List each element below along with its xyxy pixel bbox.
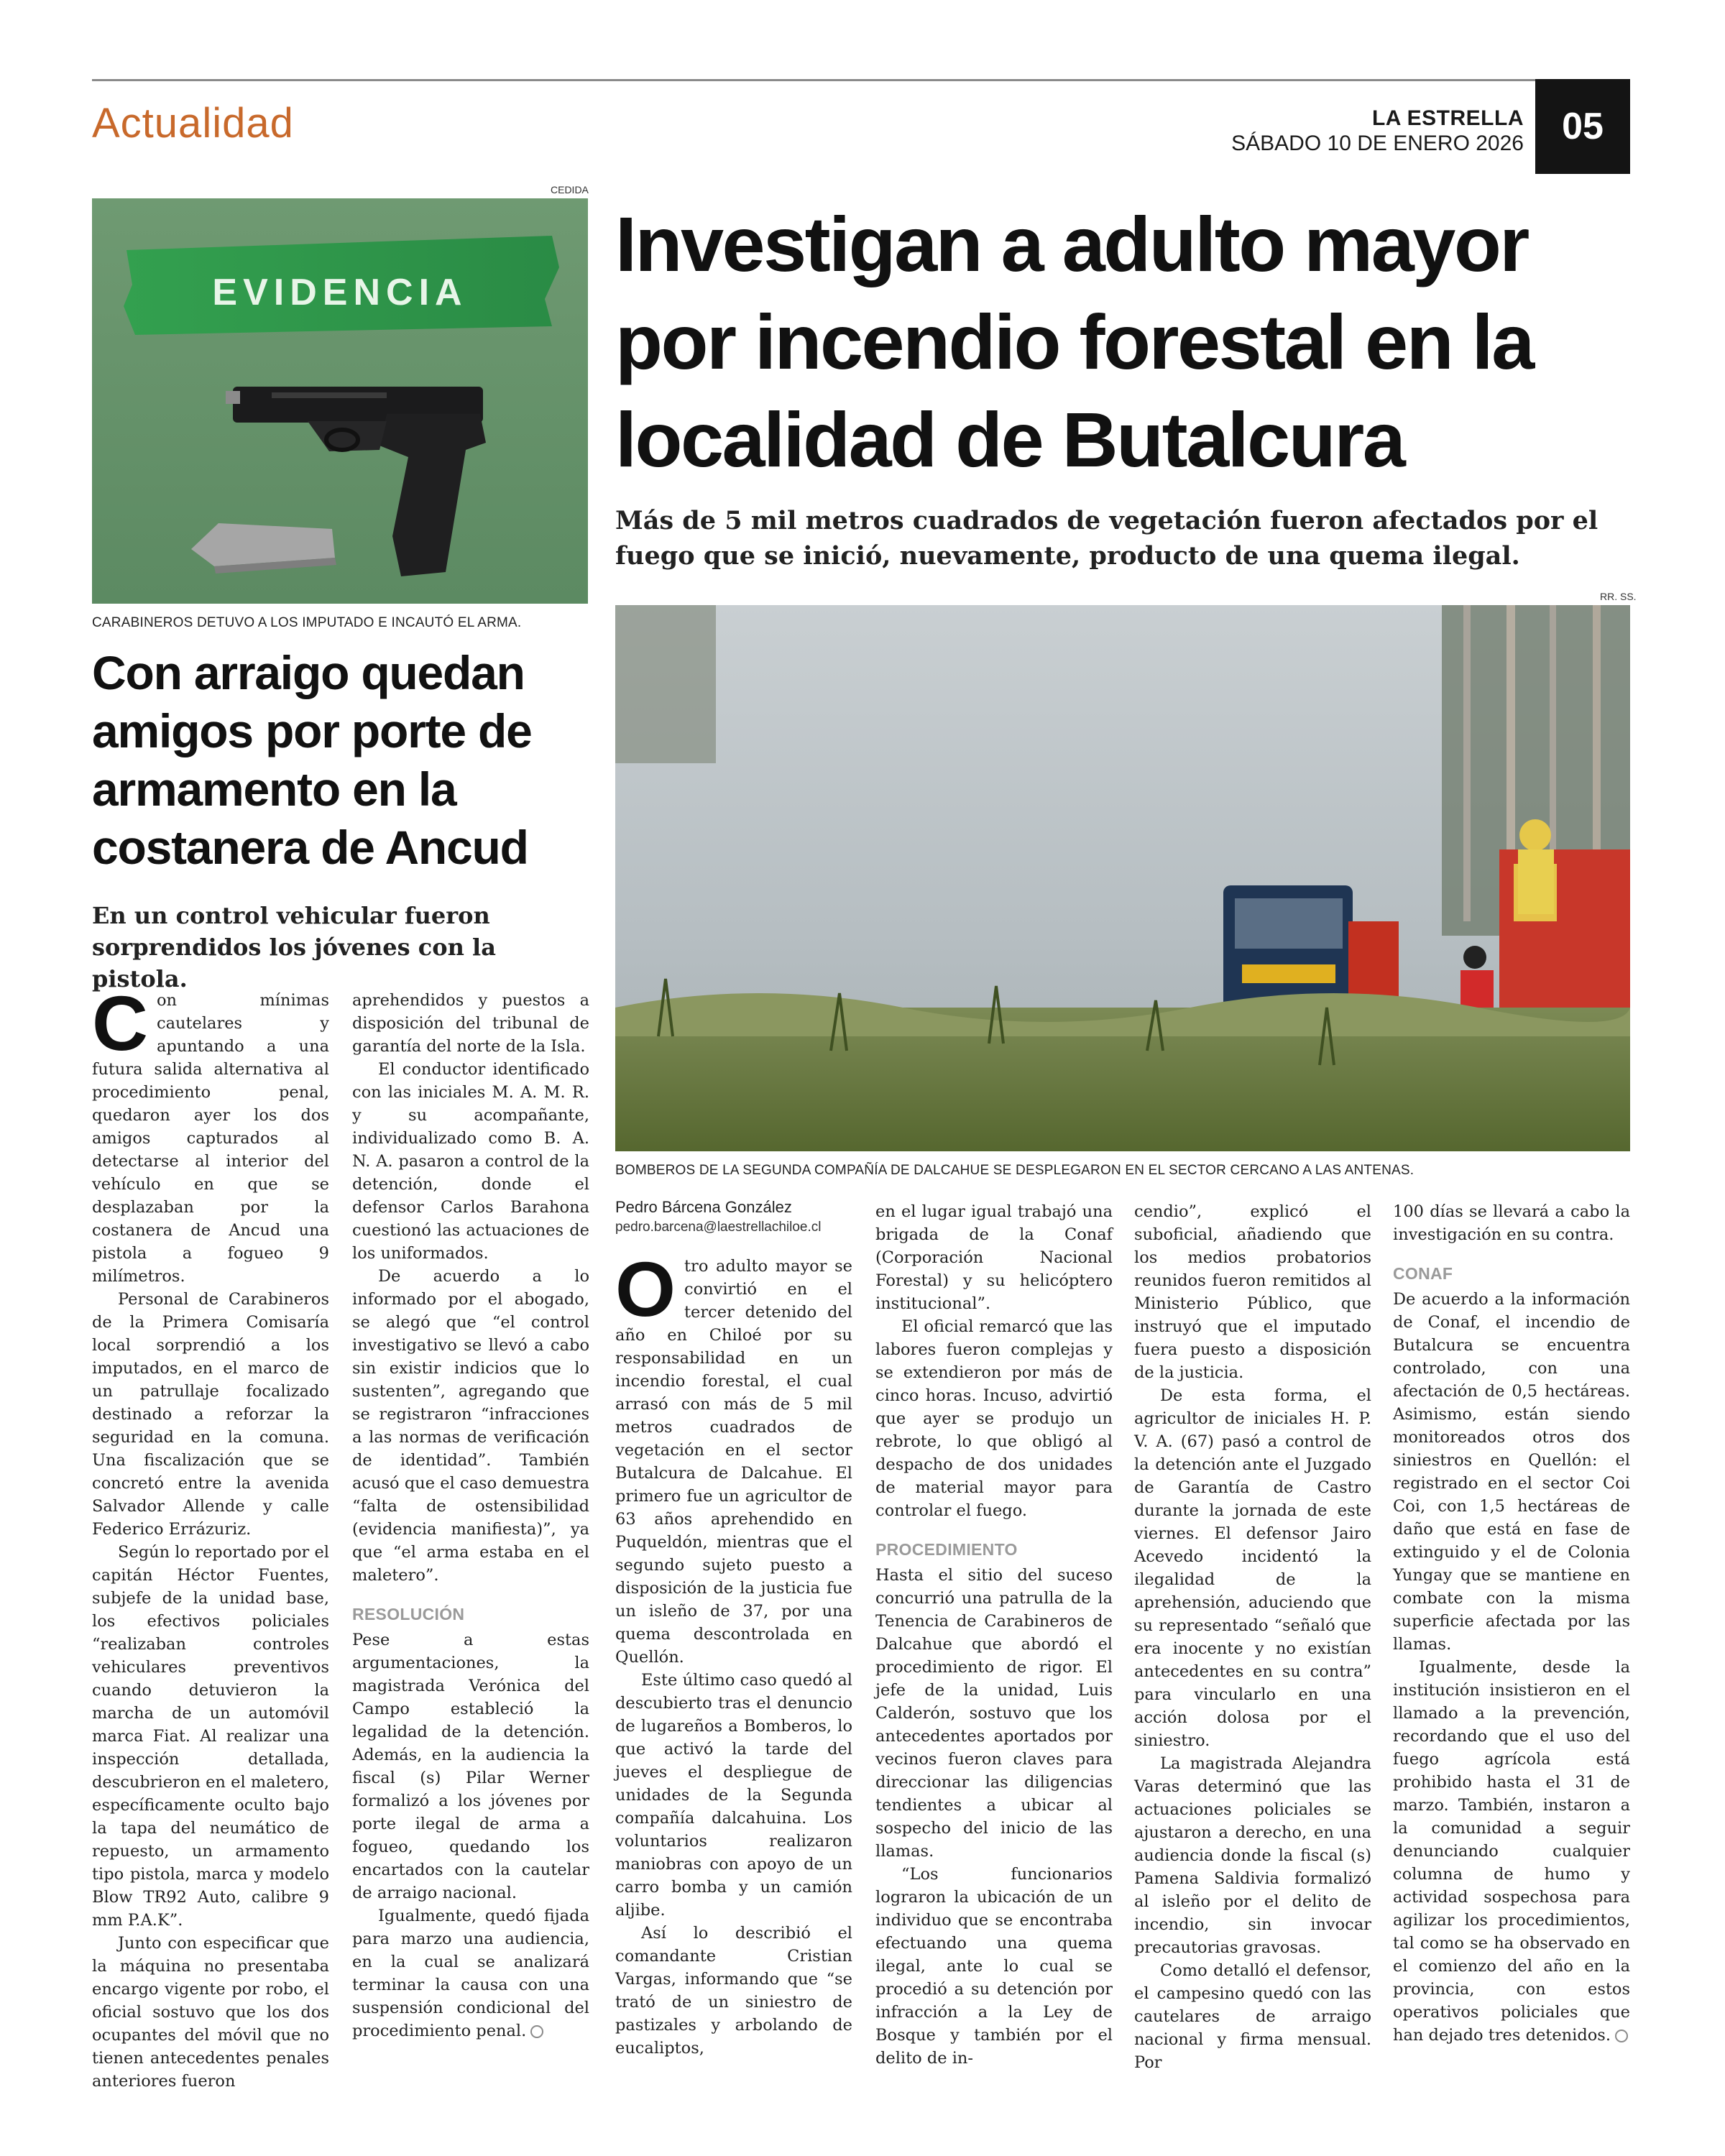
- side-column-2: [352, 989, 589, 2042]
- main-paragraph: Este último caso quedó al descubierto tras el denuncio de lugareños a Bomberos, lo que activó la tarde del jueves el despliegue de unidades de la Segunda compañía dalcahuina. Los voluntarios realizaron maniobras con apoyo de un carro bomba y un camión aljibe.: [615, 1671, 852, 1920]
- byline: [615, 1197, 852, 1238]
- side-paragraph: aprehendidos y puestos a disposición del tribunal de garantía del norte de la Isla.: [352, 991, 589, 1056]
- side-paragraph: Según lo reportado por el capitán Héctor Fuentes, subjefe de la unidad base, los efectivos policiales “realizaban controles vehiculares preventivos cuando detuvieron la marcha de un automóvil marca Fiat. Al realizar una inspección detallada, descubrieron en el maletero, específicamente oculto bajo la tapa del neumático de repuesto, un armamento tipo pistola, marca y modelo Blow TR92 Auto, calibre 9 mm P.A.K”.: [92, 1543, 329, 1930]
- byline-email[interactable]: pedro.barcena@laestrellachiloe.cl: [615, 1220, 822, 1235]
- main-paragraph: De esta forma, el agricultor de iniciales H. P. V. A. (67) pasó a control de la detención ante el Juzgado de Garantía de Castro durante la jornada de este viernes. El defensor Jairo Acevedo incidentó la ilegalidad de la aprehensión, aduciendo que su representado “señaló que era inocente y no existían antecedentes en su contra” para vincularlo en una acción dolosa por el siniestro.: [1134, 1386, 1371, 1750]
- main-paragraph: El oficial remarcó que las labores fueron complejas y se extendieron por más de cinco horas. Incuso, advirtió que ayer se produjo un rebrote, lo que obligó al despacho de dos unidades de material mayor para controlar el fuego.: [875, 1317, 1113, 1520]
- issue-date: SÁBADO 10 DE ENERO 2026: [1231, 132, 1524, 155]
- side-headline: Con arraigo quedan amigos por porte de armamento en la costanera de Ancud: [92, 646, 532, 874]
- byline-author: Pedro Bárcena González: [615, 1198, 792, 1216]
- main-paragraph: “Los funcionarios lograron la ubicación de un individuo que se encontraba efectuando una quema ilegal, ante lo cual se procedió a su detención por infracción a la Ley de Bosque y también por el delito de in-: [875, 1865, 1113, 2068]
- main-column-2: [875, 1200, 1113, 2070]
- side-dropcap: C: [92, 980, 148, 1067]
- side-deck: En un control vehicular fueron sorprendidos los jóvenes con la pistola.: [92, 902, 496, 992]
- main-paragraph: Como detalló el defensor, el campesino quedó con las cautelares de arraigo nacional y firma mensual. Por: [1134, 1961, 1371, 2072]
- section-title: Actualidad: [92, 100, 294, 147]
- masthead: [1231, 106, 1524, 157]
- newspaper-name: LA ESTRELLA: [1371, 106, 1524, 130]
- main-paragraph: cendio”, explicó el suboficial, añadiendo que los medios probatorios reunidos fueron remitidos al Ministerio Público, que instruyó que el imputado fuera puesto a disposición de la justicia.: [1134, 1202, 1371, 1382]
- main-paragraph: Hasta el sitio del suceso concurrió una patrulla de la Tenencia de Carabineros de Dalcahue que abordó el procedimiento de rigor. El jefe de la unidad, Luis Calderón, sostuvo que los antecedentes aportados por vecinos fueron claves para direccionar las diligencias tendientes a ubicar al sospecho del inicio de las llamas.: [875, 1566, 1113, 1861]
- evidence-sign-text: EVIDENCIA: [212, 272, 468, 313]
- main-paragraph: Igualmente, desde la institución insistieron en el llamado a la prevención, recordando que el uso del fuego agrícola está prohibido hasta el 31 de marzo. También, instaron a la comunidad a seguir denunciando cualquier columna de humo y actividad sospechosa para agilizar los procedimientos, tal como se ha observado en el comienzo del año en la provincia, con estos operativos policiales que han dejado tres detenidos.: [1393, 1658, 1630, 2045]
- side-paragraph: De acuerdo a lo informado por el abogado, se alegó que “el control investigativo se llevó a cabo sin existir indicios que lo sustenten”, agregando que se registraron “infracciones a las normas de verificación de identidad”. También acusó que el caso demuestra “falta de ostensibilidad (evidencia manifiesta)”, ya que “el arma estaba en el maletero”.: [352, 1267, 589, 1585]
- side-paragraph: Junto con especificar que la máquina no presentaba encargo vigente por robo, el oficial sostuvo que los dos ocupantes del móvil que no tienen antecedentes penales anteriores fueron: [92, 1934, 329, 2091]
- main-paragraph: Otro adulto mayor se convirtió en el tercer detenido del año en Chiloé por su responsabilidad en un incendio forestal, el cual arrasó con más de 5 mil metros cuadrados de vegetación en el sector Butalcura de Dalcahue. El primero fue un agricultor de 63 años aprehendido en Puqueldón, mientras que el segundo sujeto puesto a disposición de la justicia fue un isleño de 37, por una quema descontrolada en Quellón.: [615, 1245, 852, 1667]
- side-subhead-resolucion: RESOLUCIÓN: [352, 1605, 465, 1623]
- main-subhead-conaf: CONAF: [1393, 1264, 1453, 1283]
- end-of-story-icon: [1615, 2030, 1628, 2042]
- gun-photo-credit: CEDIDA: [551, 184, 589, 195]
- header-rule: [92, 79, 1630, 81]
- side-paragraph: Igualmente, quedó fijada para marzo una audiencia, en la cual se analizará terminar la causa con una suspensión condicional del procedimiento penal.: [352, 1907, 589, 2040]
- fire-photo-caption: BOMBEROS DE LA SEGUNDA COMPAÑÍA DE DALCAHUE SE DESPLEGARON EN EL SECTOR CERCANO A LAS ANTENAS.: [615, 1163, 1414, 1178]
- main-paragraph: 100 días se llevará a cabo la investigación en su contra.: [1393, 1202, 1630, 1244]
- main-paragraph: en el lugar igual trabajó una brigada de la Conaf (Corporación Nacional Forestal) y su helicóptero institucional”.: [875, 1202, 1113, 1313]
- main-headline: Investigan a adulto mayor por incendio forestal en la localidad de Butalcura: [615, 201, 1533, 483]
- main-paragraph: La magistrada Alejandra Varas determinó que las actuaciones policiales se ajustaron a derecho, en una audiencia donde la fiscal (s) Pamena Saldivia formalizó al isleño por el delito de incendio, sin invocar precautorias gravosas.: [1134, 1754, 1371, 1957]
- main-column-3: [1134, 1200, 1371, 2074]
- end-of-story-icon: [530, 2025, 543, 2038]
- evidence-photo: [92, 198, 588, 604]
- main-dropcap: O: [615, 1245, 676, 1332]
- side-column-1: [92, 980, 329, 2093]
- fire-photo-credit: RR. SS.: [1600, 591, 1637, 602]
- main-subhead-procedimiento: PROCEDIMIENTO: [875, 1540, 1018, 1559]
- main-column-1: [615, 1197, 852, 2060]
- side-paragraph: Personal de Carabineros de la Primera Comisaría local sorprendió a los imputados, en el marco de un patrullaje focalizado destinado a reforzar la seguridad en la comuna. Una fiscalización que se concretó entre la avenida Salvador Allende y calle Federico Errázuriz.: [92, 1290, 329, 1539]
- gun-photo-caption: CARABINEROS DETUVO A LOS IMPUTADO E INCAUTÓ EL ARMA.: [92, 615, 522, 630]
- side-paragraph: El conductor identificado con las iniciales M. A. M. R. y su acompañante, individualizado como B. A. N. A. pasaron a control de la detención, donde el defensor Carlos Barahona cuestionó las actuaciones de los uniformados.: [352, 1060, 589, 1263]
- fire-photo: [615, 605, 1630, 1151]
- main-paragraph: De acuerdo a la información de Conaf, el incendio de Butalcura se encuentra controlado, con una afectación de 0,5 hectáreas. Asimismo, están siendo monitoreados otros dos siniestros en Quellón: el registrado en el sector Coi Coi, con 1,5 hectáreas de daño que está en fase de extinguido y el de Colonia Yungay que se mantiene en combate con la misma superficie afectada por las llamas.: [1393, 1290, 1630, 1654]
- page-number: 05: [1535, 79, 1630, 174]
- main-paragraph: Así lo describió el comandante Cristian Vargas, informando que “se trató de un siniestro de pastizales y arbolando de eucaliptos,: [615, 1924, 852, 2058]
- main-column-4: [1393, 1200, 1630, 2047]
- side-paragraph: Con mínimas cautelares y apuntando a una futura salida alternativa al procedimiento penal, quedaron ayer los dos amigos capturados al detectarse al interior del vehículo en que se desplazaban por la costanera de Ancud una pistola a fogueo 9 milímetros.: [92, 980, 329, 1286]
- side-paragraph: Pese a estas argumentaciones, la magistrada Verónica del Campo estableció la legalidad de la detención. Además, en la audiencia la fiscal (s) Pilar Werner formalizó a los jóvenes por porte ilegal de arma a fogueo, quedando los encartados con la cautelar de arraigo nacional.: [352, 1631, 589, 1902]
- main-deck: Más de 5 mil metros cuadrados de vegetación fueron afectados por el fuego que se inició, nuevamente, producto de una quema ilegal.: [615, 506, 1598, 571]
